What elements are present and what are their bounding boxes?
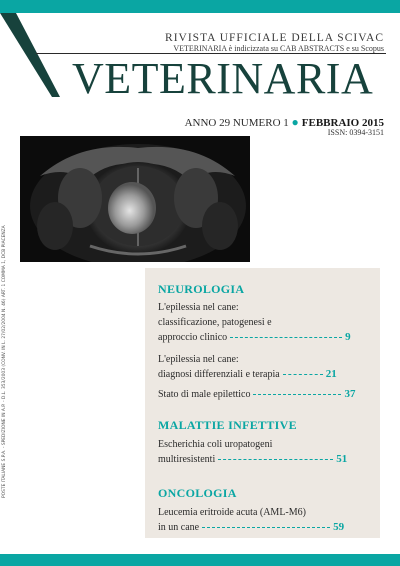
issue-number: ANNO 29 NUMERO 1	[184, 117, 289, 129]
article-line: L'epilessia nel cane:	[158, 354, 239, 365]
contents-box	[145, 268, 380, 538]
section-title-malattie-infettive: MALATTIE INFETTIVE	[158, 418, 297, 432]
article-line: in un cane 59	[158, 521, 345, 533]
mri-image	[20, 136, 250, 262]
postal-print	[2, 225, 12, 498]
journal-title: VETERINARIA	[72, 54, 374, 103]
section-title-neurologia: NEUROLOGIA	[158, 282, 245, 296]
page-number: 59	[333, 521, 345, 533]
article-stato-male[interactable]	[158, 387, 373, 402]
indexing-note: VETERINARIA è indicizzata su CAB ABSTRACTS e su Scopus	[173, 44, 384, 53]
article-line: Escherichia coli uropatogeni	[158, 439, 273, 450]
article-line: L'epilessia nel cane:	[158, 302, 239, 313]
leader-dashes	[218, 459, 333, 460]
top-accent-bar	[0, 0, 400, 13]
article-epilessia-diagnosi[interactable]	[158, 352, 373, 382]
article-line: diagnosi differenziali e terapia 21	[158, 368, 337, 380]
section-title-oncologia: ONCOLOGIA	[158, 486, 237, 500]
article-line: approccio clinico 9	[158, 331, 351, 343]
article-escherichia[interactable]	[158, 437, 373, 467]
article-line: Stato di male epilettico 37	[158, 388, 356, 400]
page-number: 51	[336, 453, 348, 465]
page-number: 9	[345, 331, 351, 343]
article-leucemia[interactable]	[158, 505, 373, 535]
page-number: 37	[344, 388, 356, 400]
article-epilessia-classificazione[interactable]	[158, 300, 373, 345]
article-line: classificazione, patogenesi e	[158, 317, 272, 328]
journal-affiliation: RIVISTA UFFICIALE DELLA SCIVAC	[165, 32, 384, 44]
article-line: multiresistenti 51	[158, 453, 348, 465]
leader-dashes	[283, 374, 323, 375]
bottom-accent-bar	[0, 554, 400, 566]
leader-dashes	[202, 527, 330, 528]
issue-date: FEBBRAIO 2015	[301, 117, 384, 129]
issn: ISSN: 0394-3151	[327, 128, 384, 137]
leader-dashes	[253, 394, 341, 395]
separator-dot: ●	[291, 115, 302, 129]
page-number: 21	[325, 368, 337, 380]
postal-print-text: POSTE ITALIANE S.P.A. - SPEDIZIONE IN A.P. - D.L. 353/2003 (CONV. IN L. 27/02/2004 N. 46) ART. 1 COMMA 1, DCB PIACENZA	[2, 225, 7, 498]
leader-dashes	[230, 337, 342, 338]
article-line: Leucemia eritroide acuta (AML-M6)	[158, 507, 306, 518]
